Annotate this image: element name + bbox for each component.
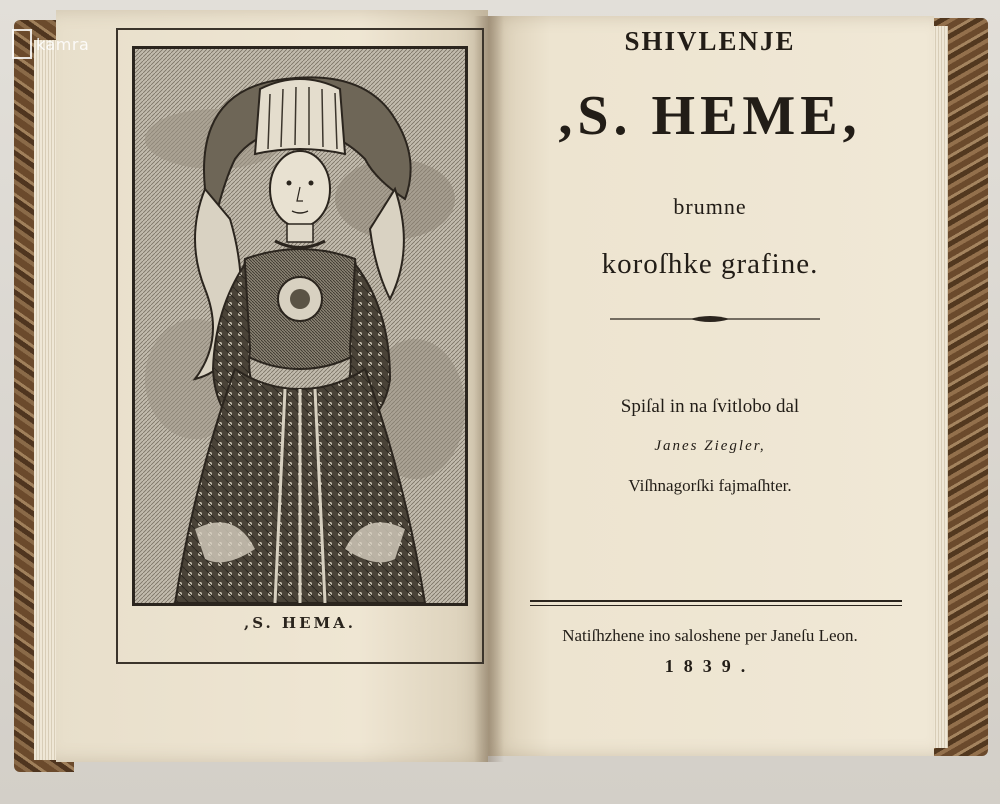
imprint-rule xyxy=(530,600,902,606)
imprint-line: Natiſhzhene ino saloshene per Janeſu Leon. xyxy=(562,626,858,645)
author-intro-line: Spiſal in na ſvitlobo dal xyxy=(620,396,800,417)
engraving-portrait xyxy=(132,46,468,606)
imprint-year: 1839. xyxy=(664,656,756,676)
author-name: Janes Ziegler, xyxy=(654,438,766,454)
title-line-brumne: brumne xyxy=(673,194,747,219)
title-line-heme: ,S. HEME, xyxy=(558,85,862,147)
title-ornament-icon xyxy=(610,312,820,326)
watermark-logo-icon xyxy=(12,29,32,59)
title-line-koroshke-grafine: koroſhke grafine. xyxy=(601,248,819,280)
portrait-illustration xyxy=(135,49,465,603)
title-line-shivlenje: SHIVLENJE xyxy=(624,26,796,56)
author-title: Viſhnagorſki fajmaſhter. xyxy=(628,476,792,495)
watermark-text: kamra xyxy=(36,34,90,54)
portrait-caption: ,S. HEMA. xyxy=(243,614,357,632)
kamra-watermark xyxy=(12,24,89,64)
